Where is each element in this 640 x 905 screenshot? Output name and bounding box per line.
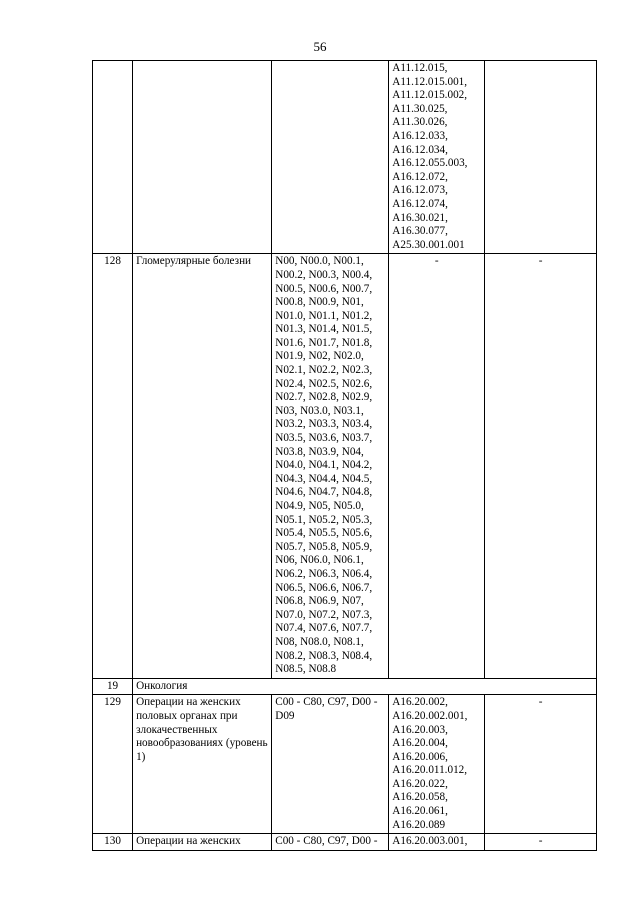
service-codes: -	[389, 254, 485, 678]
section-number: 19	[93, 678, 133, 695]
group-name: Операции на женских	[133, 834, 272, 851]
code-line: A11.30.026,	[392, 116, 448, 129]
code-line: N05.7, N05.8, N05.9,	[275, 540, 373, 553]
code-line: A16.20.061,	[392, 805, 448, 818]
service-codes	[389, 695, 485, 834]
section-title: Онкология	[133, 678, 597, 695]
code-line: A16.20.002.001,	[392, 709, 468, 722]
code-line: A16.12.034,	[392, 143, 448, 156]
mkb-codes	[272, 61, 389, 254]
code-line: N06.2, N06.3, N06.4,	[275, 567, 373, 580]
code-line: A16.20.004,	[392, 737, 448, 750]
mkb-codes: C00 - C80, C97, D00 -	[272, 834, 389, 851]
extra-criteria: -	[485, 695, 597, 834]
code-line: N04.6, N04.7, N04.8,	[275, 486, 373, 499]
mkb-codes: C00 - C80, C97, D00 - D09	[272, 695, 389, 834]
code-line: A25.30.001.001	[392, 238, 465, 251]
tariff-table	[92, 60, 597, 851]
service-codes	[389, 61, 485, 254]
code-line: A16.20.002,	[392, 696, 448, 709]
code-line: A16.30.021,	[392, 211, 448, 224]
code-line: N00.2, N00.3, N00.4,	[275, 268, 373, 281]
extra-criteria: -	[485, 254, 597, 678]
extra-criteria: -	[485, 834, 597, 851]
code-line: A16.20.003.001,	[392, 835, 468, 848]
code-line: N03.2, N03.3, N03.4,	[275, 418, 373, 431]
code-line: N06.5, N06.6, N06.7,	[275, 581, 373, 594]
code-line: A16.30.077,	[392, 225, 448, 238]
code-line: N01.9, N02, N02.0,	[275, 350, 364, 363]
code-line: A16.12.074,	[392, 197, 448, 210]
code-line: A16.12.072,	[392, 170, 448, 183]
code-line: A11.12.015.002,	[392, 89, 468, 102]
code-line: A16.20.011.012,	[392, 764, 468, 777]
code-line: A16.20.022,	[392, 777, 448, 790]
row-number: 129	[93, 695, 133, 834]
code-line: N06.8, N06.9, N07,	[275, 595, 364, 608]
code-line: N00, N00.0, N00.1,	[275, 255, 364, 268]
code-line: N01.3, N01.4, N01.5,	[275, 323, 373, 336]
code-line: A16.12.073,	[392, 184, 448, 197]
code-line: N05.4, N05.5, N05.6,	[275, 527, 373, 540]
row-number	[93, 61, 133, 254]
code-line: N08.2, N08.3, N08.4,	[275, 649, 373, 662]
code-line: N05.1, N05.2, N05.3,	[275, 513, 373, 526]
code-line: N01.0, N01.1, N01.2,	[275, 309, 373, 322]
code-line: N08, N08.0, N08.1,	[275, 635, 364, 648]
table-row	[93, 254, 597, 678]
section-row	[93, 678, 597, 695]
table-row	[93, 61, 597, 254]
code-line: N06, N06.0, N06.1,	[275, 554, 364, 567]
code-line: A11.12.015.001,	[392, 75, 468, 88]
code-line: A11.12.015,	[392, 62, 448, 74]
code-line: A16.12.055.003,	[392, 157, 468, 170]
code-line: N02.7, N02.8, N02.9,	[275, 391, 373, 404]
group-name	[133, 61, 272, 254]
code-line: N01.6, N01.7, N01.8,	[275, 336, 373, 349]
page-number: 56	[313, 39, 327, 54]
code-line: N03.8, N03.9, N04,	[275, 445, 364, 458]
code-line: N00.5, N00.6, N00.7,	[275, 282, 373, 295]
row-number: 130	[93, 834, 133, 851]
table-row	[93, 695, 597, 834]
code-line: N03.5, N03.6, N03.7,	[275, 432, 373, 445]
code-line: A11.30.025,	[392, 102, 448, 115]
code-line: N02.4, N02.5, N02.6,	[275, 377, 373, 390]
code-line: N07.4, N07.6, N07.7,	[275, 622, 373, 635]
code-line: N04.3, N04.4, N04.5,	[275, 472, 373, 485]
code-line: N04.0, N04.1, N04.2,	[275, 459, 373, 472]
group-name: Гломерулярные болезни	[133, 254, 272, 678]
code-line: N03, N03.0, N03.1,	[275, 404, 364, 417]
row-number: 128	[93, 254, 133, 678]
mkb-codes	[272, 254, 389, 678]
table-row	[93, 834, 597, 851]
code-line: N08.5, N08.8	[275, 663, 337, 676]
code-line: A16.20.006,	[392, 750, 448, 763]
code-line: N02.1, N02.2, N02.3,	[275, 364, 373, 377]
code-line: N04.9, N05, N05.0,	[275, 500, 364, 512]
code-line: N00.8, N00.9, N01,	[275, 296, 364, 309]
code-line: N07.0, N07.2, N07.3,	[275, 608, 373, 621]
code-line: A16.12.033,	[392, 129, 448, 142]
extra-criteria	[485, 61, 597, 254]
service-codes	[389, 834, 485, 851]
group-name: Операции на женских половых органах при злокачественных новообразованиях (уровень 1)	[133, 695, 272, 834]
code-line: A16.20.089	[392, 818, 446, 831]
code-line: A16.20.003,	[392, 723, 448, 736]
code-line: A16.20.058,	[392, 791, 448, 804]
